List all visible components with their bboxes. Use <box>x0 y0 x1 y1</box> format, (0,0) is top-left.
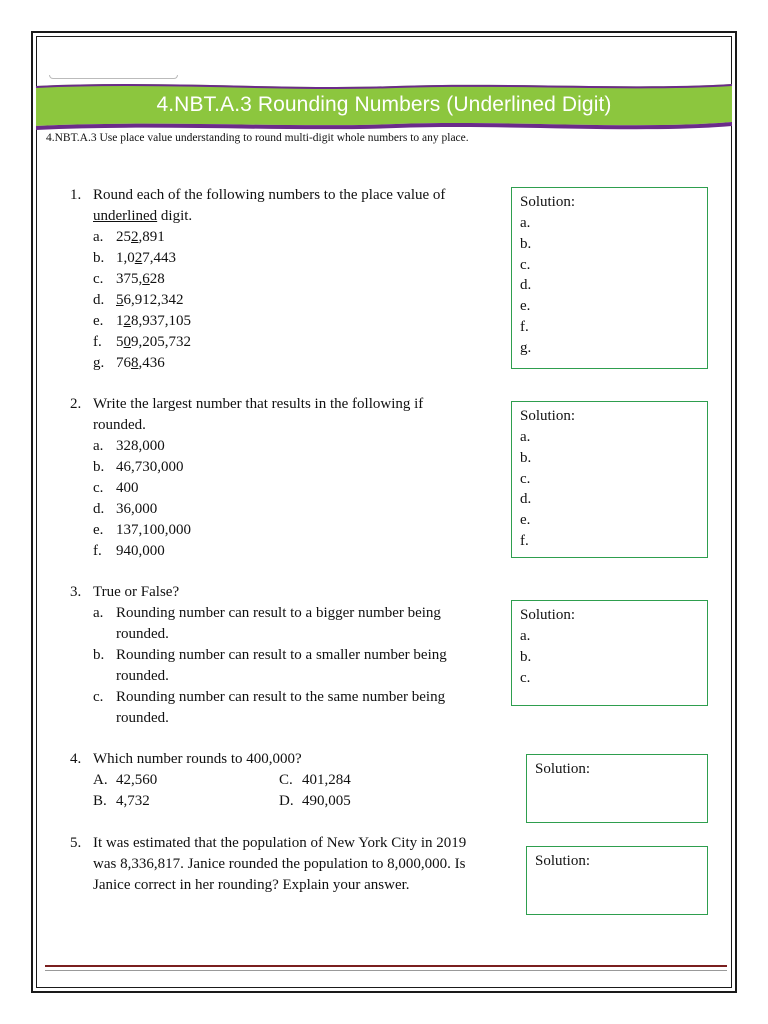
title-banner <box>36 80 732 134</box>
solution-line: a. <box>520 215 531 231</box>
question-text-line: rounded. <box>93 417 146 433</box>
solution-line: f. <box>520 532 529 549</box>
list-item: c. Rounding number can result to the same number being rounded. <box>93 689 446 726</box>
solution-line: d. <box>520 277 532 294</box>
q3-solution-box[interactable] <box>511 600 708 706</box>
question-text-line: was 8,336,817. Janice rounded the population to 8,000,000. Is <box>93 856 466 872</box>
solution-line: b. <box>520 648 532 665</box>
solution-title: Solution: <box>520 408 576 424</box>
solution-line: e. <box>520 298 531 315</box>
question-number: 5. <box>70 835 82 851</box>
question-text-line: Write the largest number that results in the following if <box>93 396 424 412</box>
question-text <box>93 394 423 436</box>
solution-title: Solution: <box>535 853 591 869</box>
list-item: g. 768,436 <box>93 355 165 371</box>
question-text-line: Round each of the following numbers to the place value of <box>93 187 446 203</box>
question-1 <box>70 185 510 375</box>
question-3 <box>70 582 510 732</box>
solution-line: g. <box>520 339 532 356</box>
q3-item-list <box>93 603 488 729</box>
solution-line: c. <box>520 256 531 273</box>
list-item: b. 1,027,443 <box>93 250 176 266</box>
standard-description: 4.NBT.A.3 Use place value understanding to round multi-digit whole numbers to any place. <box>46 132 469 144</box>
list-item: a. 328,000 <box>93 438 165 454</box>
choice-a: A. 42,560 <box>93 772 158 788</box>
solution-line: d. <box>520 491 532 508</box>
underlined-word: underlined <box>93 208 158 224</box>
q1-item-list <box>93 227 191 374</box>
solution-line: f. <box>520 318 529 335</box>
header-tab-decoration <box>49 75 178 79</box>
list-item: c. 400 <box>93 480 139 496</box>
solution-title: Solution: <box>520 607 576 623</box>
list-item: f. 509,205,732 <box>93 334 191 350</box>
solution-lines <box>520 427 531 552</box>
list-item: d. 36,000 <box>93 501 158 517</box>
solution-line: a. <box>520 628 531 644</box>
question-text-line: It was estimated that the population of New York City in 2019 <box>93 835 467 851</box>
solution-line: c. <box>520 669 531 686</box>
list-item: b. 46,730,000 <box>93 459 184 475</box>
list-item: b. Rounding number can result to a smaller number being rounded. <box>93 647 447 684</box>
list-item: a. Rounding number can result to a bigger number being rounded. <box>93 605 441 642</box>
question-number: 2. <box>70 396 82 412</box>
solution-title: Solution: <box>520 194 576 210</box>
solution-line: c. <box>520 470 531 487</box>
question-text <box>93 185 445 227</box>
question-text <box>93 833 466 896</box>
solution-lines <box>520 213 531 359</box>
list-item: d. 56,912,342 <box>93 292 184 308</box>
question-text-line: Janice correct in her rounding? Explain your answer. <box>93 877 410 893</box>
question-text: Which number rounds to 400,000? <box>93 751 302 767</box>
q1-solution-box[interactable] <box>511 187 708 369</box>
choice-row <box>93 791 351 812</box>
solution-line: a. <box>520 429 531 445</box>
solution-line: b. <box>520 449 532 466</box>
footer-rule-top <box>45 965 727 967</box>
q2-solution-box[interactable] <box>511 401 708 558</box>
q4-choice-list <box>93 770 351 812</box>
q4-solution-box[interactable] <box>526 754 708 823</box>
question-number: 1. <box>70 187 82 203</box>
question-text-rest: digit. <box>157 208 193 224</box>
solution-line: e. <box>520 512 531 529</box>
list-item: e. 137,100,000 <box>93 522 191 538</box>
choice-d: D. 490,005 <box>279 793 351 809</box>
question-text: True or False? <box>93 584 180 600</box>
question-number: 4. <box>70 751 82 767</box>
solution-line: b. <box>520 235 532 252</box>
q2-item-list <box>93 436 191 562</box>
list-item: e. 128,937,105 <box>93 313 191 329</box>
solution-title: Solution: <box>535 761 591 777</box>
choice-row <box>93 770 351 791</box>
q5-solution-box[interactable] <box>526 846 708 915</box>
page-title: 4.NBT.A.3 Rounding Numbers (Underlined Digit) <box>156 93 612 116</box>
question-number: 3. <box>70 584 82 600</box>
question-4 <box>70 749 510 815</box>
question-2 <box>70 394 510 564</box>
choice-c: C. 401,284 <box>279 772 351 788</box>
list-item: a. 252,891 <box>93 229 165 245</box>
solution-lines <box>520 626 531 688</box>
list-item: c. 375,628 <box>93 271 165 287</box>
choice-b: B. 4,732 <box>93 793 150 809</box>
footer-rule-bottom <box>45 970 727 971</box>
list-item: f. 940,000 <box>93 543 165 559</box>
question-5 <box>70 833 515 899</box>
